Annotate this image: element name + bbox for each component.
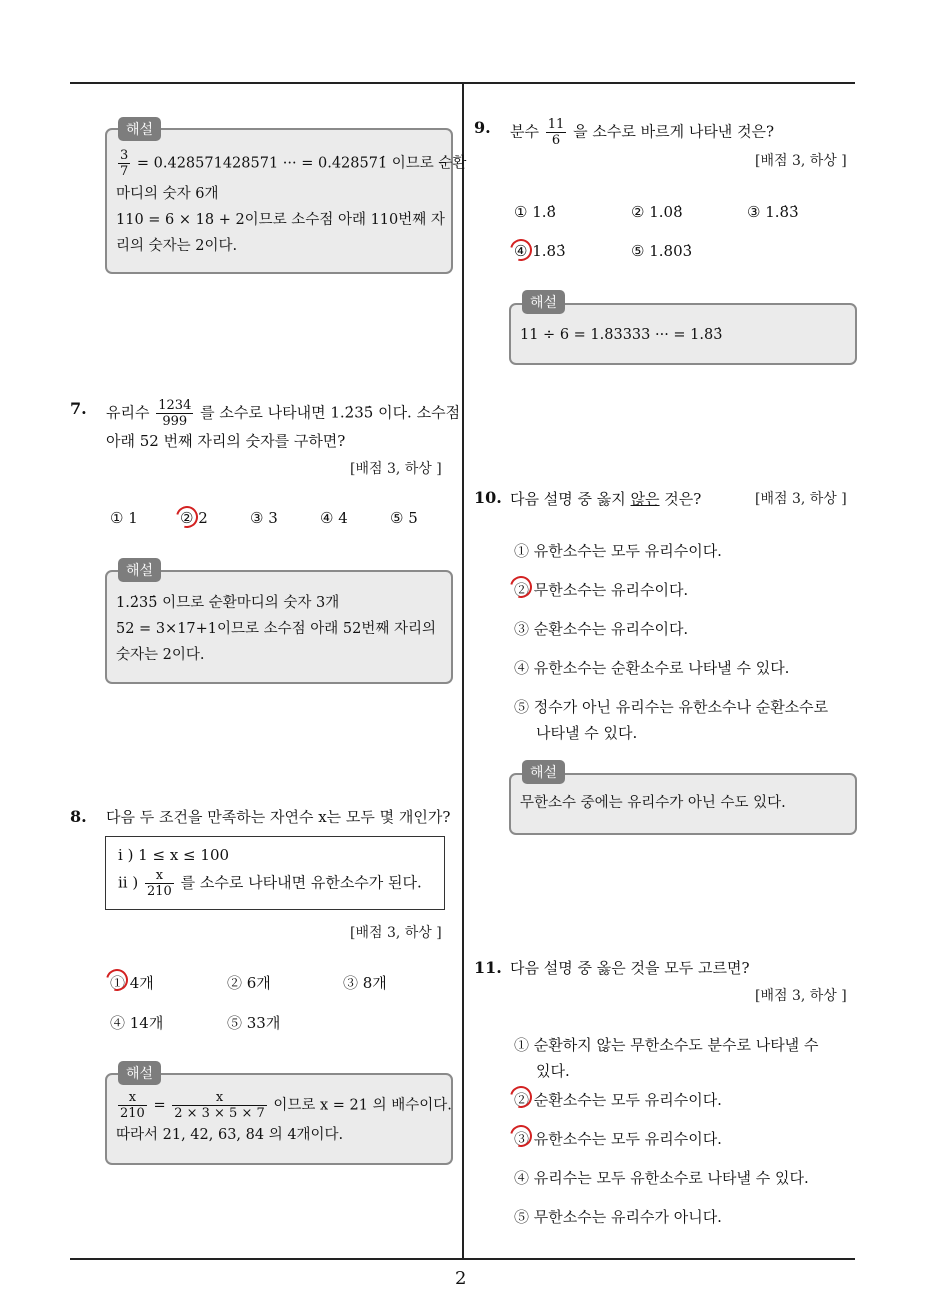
q10-choice-5[interactable]: ⑤ 정수가 아닌 유리수는 유한소수나 순환소수로 [514, 698, 829, 716]
q8-choice-1[interactable]: ① 4개 [110, 974, 154, 992]
q8-condition-1: i ) 1 ≤ x ≤ 100 [118, 846, 230, 864]
q9-choice-3[interactable]: ③ 1.8̇3̇ [747, 203, 799, 221]
q11-choice-1-continued: 있다. [536, 1062, 570, 1080]
q8-solution-fraction-2: $\frac{x}{2 \times 3 \times 5 \times 7}$ [174, 1090, 265, 1121]
q9-score: [배점 3, 하상 ] [755, 153, 847, 169]
q9-text: 분수 $\frac{11}{6}$ 을 소수로 바르게 나타낸 것은? [510, 117, 775, 148]
q11-text: 다음 설명 중 옳은 것을 모두 고르면? [510, 959, 750, 977]
q7-fraction: $\frac{1234}{999}$ [158, 398, 192, 429]
q7-choice-3[interactable]: ③ 3 [250, 509, 278, 527]
q7-solution-line1: 1.2̇35̇ 이므로 순환마디의 숫자 3개 [116, 595, 340, 611]
q10-text: 다음 설명 중 옳지 않은 것은? [510, 490, 702, 508]
q8-solution-tag: 해설 [118, 1061, 161, 1085]
q10-choice-3[interactable]: ③ 순환소수는 유리수이다. [514, 620, 689, 638]
q8-solution-line1: $\frac{x}{210}$ = $\frac{x}{2 \times 3 \times 5 \times 7}$ 이므로 x = 21 의 배수이다. [120, 1090, 452, 1121]
q9-number: 9. [474, 118, 491, 137]
q8-choice-3[interactable]: ③ 8개 [343, 974, 387, 992]
q9-choice-2[interactable]: ② 1.08̇ [631, 203, 683, 221]
q10-solution-tag: 해설 [522, 760, 565, 784]
q7-number: 7. [70, 399, 87, 418]
q7-choice-5[interactable]: ⑤ 5 [390, 509, 418, 527]
q9-choice-4[interactable]: ④ 1.83̇ [514, 242, 566, 260]
column-divider [462, 83, 464, 1259]
q11-choice-5[interactable]: ⑤ 무한소수는 유리수가 아니다. [514, 1208, 722, 1226]
q7-choice-4[interactable]: ④ 4 [320, 509, 348, 527]
q6-solution-line1: $\frac{3}{7}$ = 0.428571428571 ··· = 0.4̇28571̇ 이므로 순환 [120, 148, 467, 179]
q6-fraction: $\frac{3}{7}$ [120, 148, 129, 179]
q7-solution-line3: 숫자는 2이다. [116, 647, 205, 663]
q7-score: [배점 3, 하상 ] [350, 461, 442, 477]
q11-choice-1[interactable]: ① 순환하지 않는 무한소수도 분수로 나타낼 수 [514, 1036, 819, 1054]
q6-solution-line4: 리의 숫자는 2이다. [116, 238, 238, 254]
q7-answer-mark [172, 502, 202, 532]
q8-choice-4[interactable]: ④ 14개 [110, 1014, 164, 1032]
q7-solution-tag: 해설 [118, 558, 161, 582]
q8-solution-line2: 따라서 21, 42, 63, 84 의 4개이다. [116, 1127, 344, 1143]
q10-choice-5-continued: 나타낼 수 있다. [536, 724, 638, 742]
q8-number: 8. [70, 807, 87, 826]
q10-solution-line: 무한소수 중에는 유리수가 아닌 수도 있다. [520, 795, 786, 811]
q8-solution-fraction-1: $\frac{x}{210}$ [120, 1090, 145, 1121]
q10-score: [배점 3, 하상 ] [755, 491, 847, 507]
q9-solution-tag: 해설 [522, 290, 565, 314]
q9-fraction: $\frac{11}{6}$ [547, 117, 565, 148]
q7-text-line2: 아래 52 번째 자리의 숫자를 구하면? [106, 432, 346, 450]
q8-choice-2[interactable]: ② 6개 [227, 974, 271, 992]
q9-answer-mark [506, 235, 536, 265]
q11-number: 11. [474, 958, 502, 977]
q8-text: 다음 두 조건을 만족하는 자연수 x는 모두 몇 개인가? [106, 808, 451, 826]
q11-choice-2[interactable]: ② 순환소수는 모두 유리수이다. [514, 1091, 722, 1109]
q8-score: [배점 3, 하상 ] [350, 925, 442, 941]
q8-condition-2: ii ) $\frac{x}{210}$ 를 소수로 나타내면 유한소수가 된다. [118, 868, 422, 899]
q7-text-line1: 유리수 $\frac{1234}{999}$ 를 소수로 나타내면 1.2̇35̇ 이다. 소수점 [106, 398, 461, 429]
q6-solution-line2: 마디의 숫자 6개 [116, 186, 219, 202]
q11-choice-4[interactable]: ④ 유리수는 모두 유한소수로 나타낼 수 있다. [514, 1169, 809, 1187]
q7-choice-2[interactable]: ② 2 [180, 509, 208, 527]
q7-choice-1[interactable]: ① 1 [110, 509, 138, 527]
bottom-rule [70, 1258, 855, 1260]
page-number: 2 [455, 1268, 467, 1289]
q7-solution-line2: 52 = 3×17+1이므로 소수점 아래 52번째 자리의 [116, 621, 436, 637]
q11-choice-3[interactable]: ③ 유한소수는 모두 유리수이다. [514, 1130, 722, 1148]
q9-solution-line: 11 ÷ 6 = 1.83333 ··· = 1.83̇ [520, 327, 723, 343]
q10-choice-4[interactable]: ④ 유한소수는 순환소수로 나타낼 수 있다. [514, 659, 790, 677]
q10-choice-1[interactable]: ① 유한소수는 모두 유리수이다. [514, 542, 722, 560]
q11-score: [배점 3, 하상 ] [755, 988, 847, 1004]
q9-choice-1[interactable]: ① 1.8̇ [514, 203, 557, 221]
q10-choice-2[interactable]: ② 무한소수는 유리수이다. [514, 581, 689, 599]
q9-choice-5[interactable]: ⑤ 1.803̇ [631, 242, 693, 260]
q6-solution-line3: 110 = 6 × 18 + 2이므로 소수점 아래 110번째 자 [116, 212, 445, 228]
q8-choice-5[interactable]: ⑤ 33개 [227, 1014, 281, 1032]
q10-number: 10. [474, 488, 502, 507]
q6-solution-tag: 해설 [118, 117, 161, 141]
q8-condition-fraction: $\frac{x}{210}$ [147, 868, 172, 899]
